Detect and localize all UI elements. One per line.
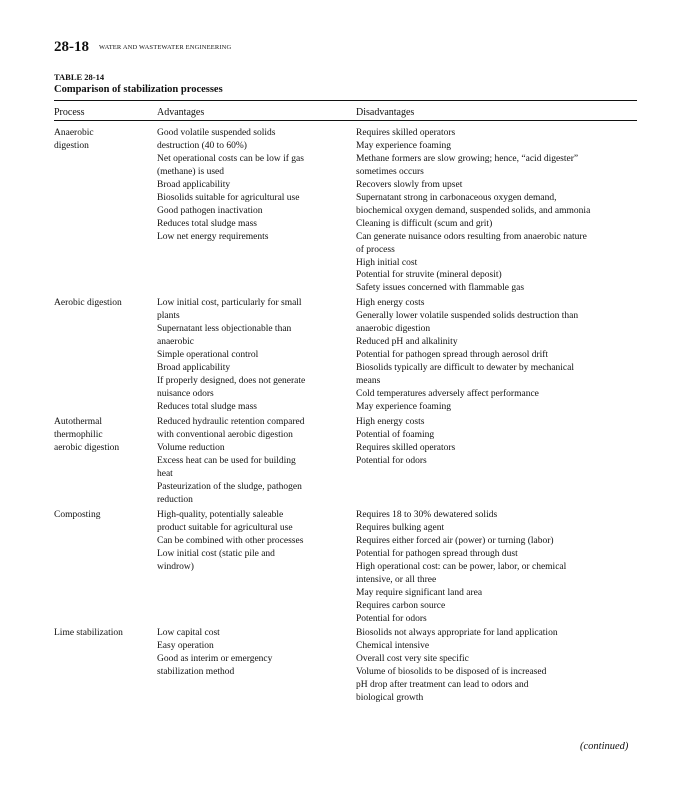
cell-line: Biosolids typically are difficult to dewater by mechanical: [356, 362, 574, 373]
cell-line: pH drop after treatment can lead to odors and: [356, 679, 529, 690]
row-3-advantages: [157, 416, 343, 507]
cell-line: High-quality, potentially saleable: [157, 510, 284, 520]
cell-line: with conventional aerobic digestion: [157, 429, 293, 440]
cell-line: Potential for pathogen spread through dust: [356, 548, 518, 559]
column-header-process: Process: [54, 107, 85, 118]
column-header-disadvantages: Disadvantages: [356, 107, 415, 118]
cell-line: Generally lower volatile suspended solids destruction than: [356, 310, 579, 321]
cell-line: of process: [356, 244, 395, 255]
cell-line: digestion: [54, 140, 89, 151]
cell-line: Volume reduction: [157, 442, 225, 453]
row-3-disadvantages: [356, 416, 641, 468]
cell-line: Overall cost very site specific: [356, 653, 469, 664]
cell-line: Methane formers are slow growing; hence, “acid digester”: [356, 153, 579, 164]
continued-note: (continued): [580, 741, 629, 752]
cell-line: Low capital cost: [157, 628, 220, 638]
cell-line: Low net energy requirements: [157, 231, 269, 242]
cell-line: Biosolids not always appropriate for land application: [356, 628, 558, 638]
cell-line: If properly designed, does not generate: [157, 375, 306, 386]
cell-line: High energy costs: [356, 298, 425, 308]
cell-line: Potential of foaming: [356, 429, 435, 440]
row-2-disadvantages: [356, 297, 641, 414]
cell-line: High operational cost: can be power, labor, or chemical: [356, 561, 567, 572]
cell-line: Low initial cost (static pile and: [157, 548, 275, 559]
cell-line: Requires either forced air (power) or turning (labor): [356, 535, 554, 546]
cell-line: Reduces total sludge mass: [157, 401, 257, 412]
cell-line: Composting: [54, 510, 101, 520]
cell-line: windrow): [157, 561, 194, 572]
cell-line: Good pathogen inactivation: [157, 205, 263, 216]
cell-line: anaerobic: [157, 336, 194, 347]
cell-line: Requires skilled operators: [356, 128, 456, 138]
column-header-advantages: Advantages: [157, 107, 205, 118]
cell-line: thermophilic: [54, 429, 103, 440]
cell-line: Reduced pH and alkalinity: [356, 336, 458, 347]
cell-line: biochemical oxygen demand, suspended solids, and ammonia: [356, 205, 591, 216]
cell-line: Excess heat can be used for building: [157, 455, 296, 466]
cell-line: nuisance odors: [157, 388, 214, 399]
row-4-disadvantages: [356, 509, 641, 626]
cell-line: Aerobic digestion: [54, 298, 122, 308]
row-5-advantages: [157, 627, 343, 679]
cell-line: Broad applicability: [157, 362, 231, 373]
row-4-process: [54, 509, 154, 522]
cell-line: Pasteurization of the sludge, pathogen: [157, 481, 302, 492]
cell-line: High energy costs: [356, 417, 425, 427]
cell-line: Chemical intensive: [356, 640, 430, 651]
cell-line: Supernatant less objectionable than: [157, 323, 292, 334]
cell-line: May experience foaming: [356, 401, 451, 412]
cell-line: Cleaning is difficult (scum and grit): [356, 218, 493, 229]
cell-line: Requires skilled operators: [356, 442, 456, 453]
cell-line: Biosolids suitable for agricultural use: [157, 192, 300, 203]
cell-line: Easy operation: [157, 640, 214, 651]
cell-line: Can be combined with other processes: [157, 535, 304, 546]
table-top-rule: [54, 100, 637, 101]
cell-line: Potential for odors: [356, 613, 427, 624]
cell-line: Good volatile suspended solids: [157, 128, 276, 138]
row-1-process: [54, 127, 154, 153]
cell-line: May experience foaming: [356, 140, 451, 151]
cell-line: Safety issues concerned with flammable gas: [356, 283, 525, 294]
cell-line: Low initial cost, particularly for small: [157, 298, 302, 308]
cell-line: biological growth: [356, 692, 424, 703]
cell-line: reduction: [157, 494, 193, 505]
cell-line: Potential for odors: [356, 455, 427, 466]
row-2-process: [54, 297, 154, 310]
cell-line: Cold temperatures adversely affect performance: [356, 388, 539, 399]
table-label: TABLE 28-14: [54, 72, 105, 82]
cell-line: Broad applicability: [157, 179, 231, 190]
row-1-disadvantages: [356, 127, 641, 295]
cell-line: (methane) is used: [157, 166, 225, 177]
cell-line: aerobic digestion: [54, 442, 120, 453]
cell-line: Potential for pathogen spread through aerosol drift: [356, 349, 549, 360]
row-5-process: [54, 627, 154, 640]
cell-line: Simple operational control: [157, 349, 259, 360]
book-title: WATER AND WASTEWATER ENGINEERING: [99, 44, 232, 51]
cell-line: Volume of biosolids to be disposed of is increased: [356, 666, 547, 677]
cell-line: destruction (40 to 60%): [157, 140, 247, 151]
cell-line: stabilization method: [157, 666, 235, 677]
cell-line: Lime stabilization: [54, 628, 123, 638]
cell-line: May require significant land area: [356, 587, 483, 598]
cell-line: High initial cost: [356, 257, 418, 268]
cell-line: Potential for struvite (mineral deposit): [356, 270, 502, 281]
cell-line: Supernatant strong in carbonaceous oxygen demand,: [356, 192, 557, 203]
row-5-disadvantages: [356, 627, 641, 705]
row-3-process: [54, 416, 154, 455]
cell-line: product suitable for agricultural use: [157, 522, 293, 533]
row-2-advantages: [157, 297, 343, 414]
cell-line: plants: [157, 310, 180, 321]
cell-line: heat: [157, 468, 173, 479]
row-4-advantages: [157, 509, 343, 574]
cell-line: Net operational costs can be low if gas: [157, 153, 304, 164]
page-number: 28-18: [54, 39, 89, 55]
cell-line: Good as interim or emergency: [157, 653, 273, 664]
cell-line: Autothermal: [54, 417, 103, 427]
table-header-rule: [54, 120, 637, 121]
cell-line: intensive, or all three: [356, 574, 437, 585]
cell-line: Requires bulking agent: [356, 522, 445, 533]
cell-line: Recovers slowly from upset: [356, 179, 463, 190]
cell-line: means: [356, 375, 381, 386]
cell-line: anaerobic digestion: [356, 323, 431, 334]
cell-line: Reduces total sludge mass: [157, 218, 257, 229]
cell-line: Can generate nuisance odors resulting from anaerobic nature: [356, 231, 587, 242]
running-head: [54, 38, 231, 56]
cell-line: Requires carbon source: [356, 600, 446, 611]
cell-line: Reduced hydraulic retention compared: [157, 417, 305, 427]
cell-line: Requires 18 to 30% dewatered solids: [356, 510, 498, 520]
cell-line: Anaerobic: [54, 128, 94, 138]
row-1-advantages: [157, 127, 343, 244]
cell-line: sometimes occurs: [356, 166, 424, 177]
table-caption: Comparison of stabilization processes: [54, 84, 223, 95]
